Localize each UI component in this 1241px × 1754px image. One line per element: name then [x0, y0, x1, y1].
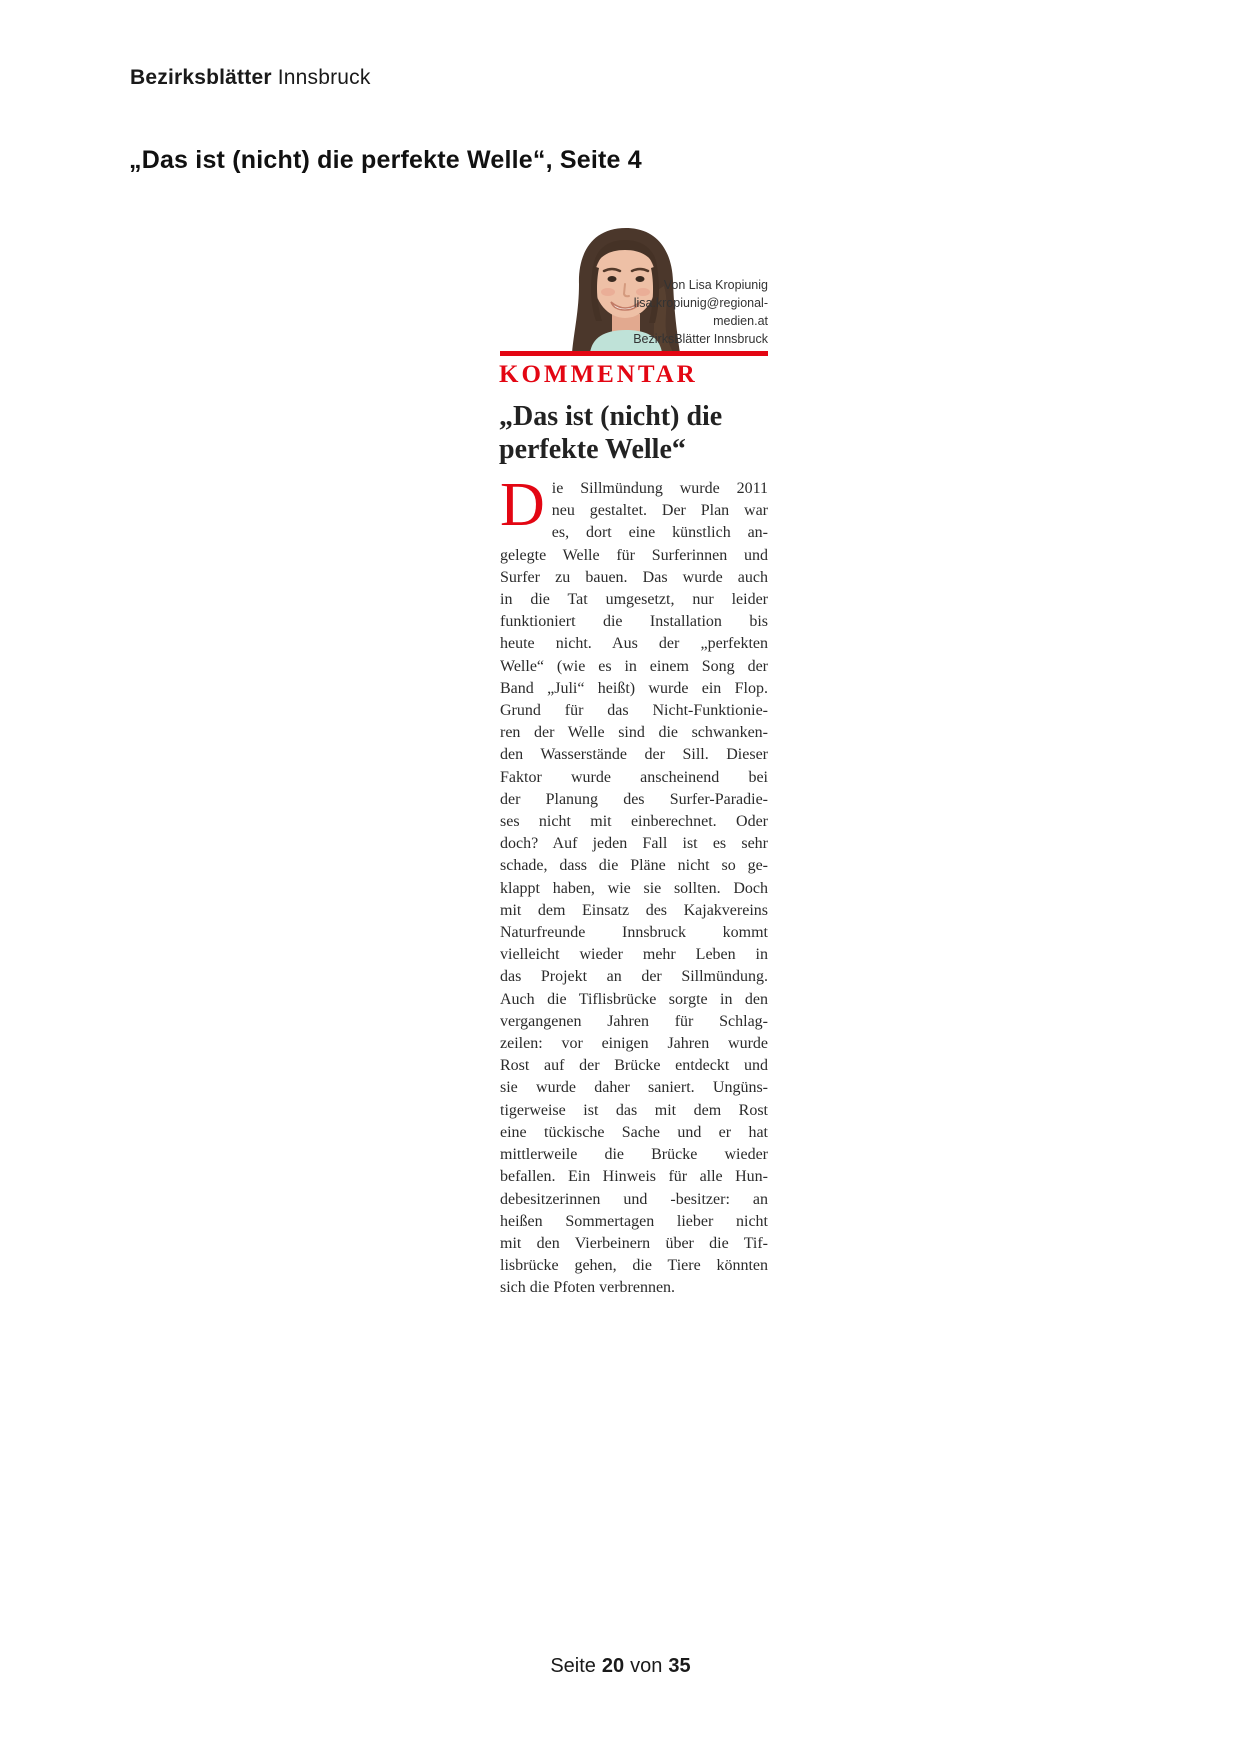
body-line: in die Tat umgesetzt, nur leider: [500, 591, 768, 609]
footer-prefix: Seite: [550, 1655, 596, 1677]
byline-line: Von Lisa Kropiunig: [663, 278, 768, 292]
body-line: tigerweise ist das mit dem Rost: [500, 1101, 768, 1119]
body-line: doch? Auf jeden Fall ist es sehr: [500, 835, 768, 853]
body-line: Auch die Tiflisbrücke sorgte in den: [500, 990, 768, 1008]
body-line: funktioniert die Installation bis: [500, 613, 768, 631]
footer-total-pages: 35: [668, 1655, 691, 1677]
byline-line: lisa.kropiunig@regional-: [633, 296, 768, 310]
body-line: ren der Welle sind die schwanken-: [500, 724, 768, 742]
body-line: Grund für das Nicht-Funktionie-: [500, 702, 768, 720]
headline-line: „Das ist (nicht) die: [499, 401, 723, 432]
body-line: den Wasserstände der Sill. Dieser: [500, 746, 768, 764]
body-line: sich die Pfoten verbrennen.: [500, 1279, 676, 1297]
byline-line: medien.at: [713, 314, 768, 328]
footer-current-page: 20: [601, 1655, 625, 1677]
article-kicker: KOMMENTAR: [499, 361, 698, 388]
body-line: zeilen: vor einigen Jahren wurde: [500, 1035, 768, 1053]
footer-separator: von: [630, 1655, 663, 1677]
headline-line: perfekte Welle“: [499, 434, 686, 465]
body-line: mittlerweile die Brücke wieder: [500, 1146, 768, 1164]
body-line: ses nicht mit einberechnet. Oder: [500, 813, 768, 831]
body-line: Naturfreunde Innsbruck kommt: [500, 924, 768, 942]
body-line: vielleicht wieder mehr Leben in: [500, 946, 768, 964]
body-line: Surfer zu bauen. Das wurde auch: [500, 568, 768, 586]
body-line: der Planung des Surfer-Paradie-: [500, 790, 768, 808]
article-headline: [499, 400, 767, 466]
body-line: mit dem Einsatz des Kajakvereins: [500, 901, 768, 919]
body-line: lisbrücke gehen, die Tiere könnten: [500, 1257, 768, 1275]
body-line: neu gestaltet. Der Plan war: [551, 502, 768, 520]
body-line: Faktor wurde anscheinend bei: [500, 768, 768, 786]
section-divider-rule: [500, 351, 768, 356]
drop-cap: D: [500, 471, 545, 539]
body-line: Rost auf der Brücke entdeckt und: [500, 1057, 768, 1075]
body-line: schade, dass die Pläne nicht so ge-: [500, 857, 768, 875]
page-title: „Das ist (nicht) die perfekte Welle“, Seite 4: [129, 146, 642, 174]
byline-line: BezirksBlätter Innsbruck: [633, 332, 768, 346]
article-body: [500, 471, 768, 1300]
body-line: sie wurde daher saniert. Ungüns-: [500, 1079, 768, 1097]
masthead-brand: Bezirksblätter: [130, 66, 272, 89]
body-line: debesitzerinnen und -besitzer: an: [500, 1190, 768, 1208]
body-line: das Projekt an der Sillmündung.: [500, 968, 768, 986]
body-line: ie Sillmündung wurde 2011: [551, 480, 768, 497]
masthead: [130, 66, 371, 90]
body-line: es, dort eine künstlich an-: [551, 524, 768, 542]
masthead-edition: Innsbruck: [277, 66, 371, 89]
body-line: vergangenen Jahren für Schlag-: [500, 1012, 768, 1030]
page-footer: [0, 1655, 1241, 1678]
body-line: heute nicht. Aus der „perfekten: [500, 635, 768, 653]
body-line: Welle“ (wie es in einem Song der: [500, 657, 768, 675]
body-line: befallen. Ein Hinweis für alle Hun-: [500, 1168, 768, 1186]
body-line: heißen Sommertagen lieber nicht: [500, 1212, 768, 1230]
body-line: gelegte Welle für Surferinnen und: [500, 546, 768, 564]
byline: [500, 276, 768, 348]
body-line: klappt haben, wie sie sollten. Doch: [500, 879, 768, 897]
body-line: eine tückische Sache und er hat: [500, 1123, 768, 1141]
body-line: Band „Juli“ heißt) wurde ein Flop.: [500, 679, 768, 697]
body-line: mit den Vierbeinern über die Tif-: [500, 1234, 768, 1252]
